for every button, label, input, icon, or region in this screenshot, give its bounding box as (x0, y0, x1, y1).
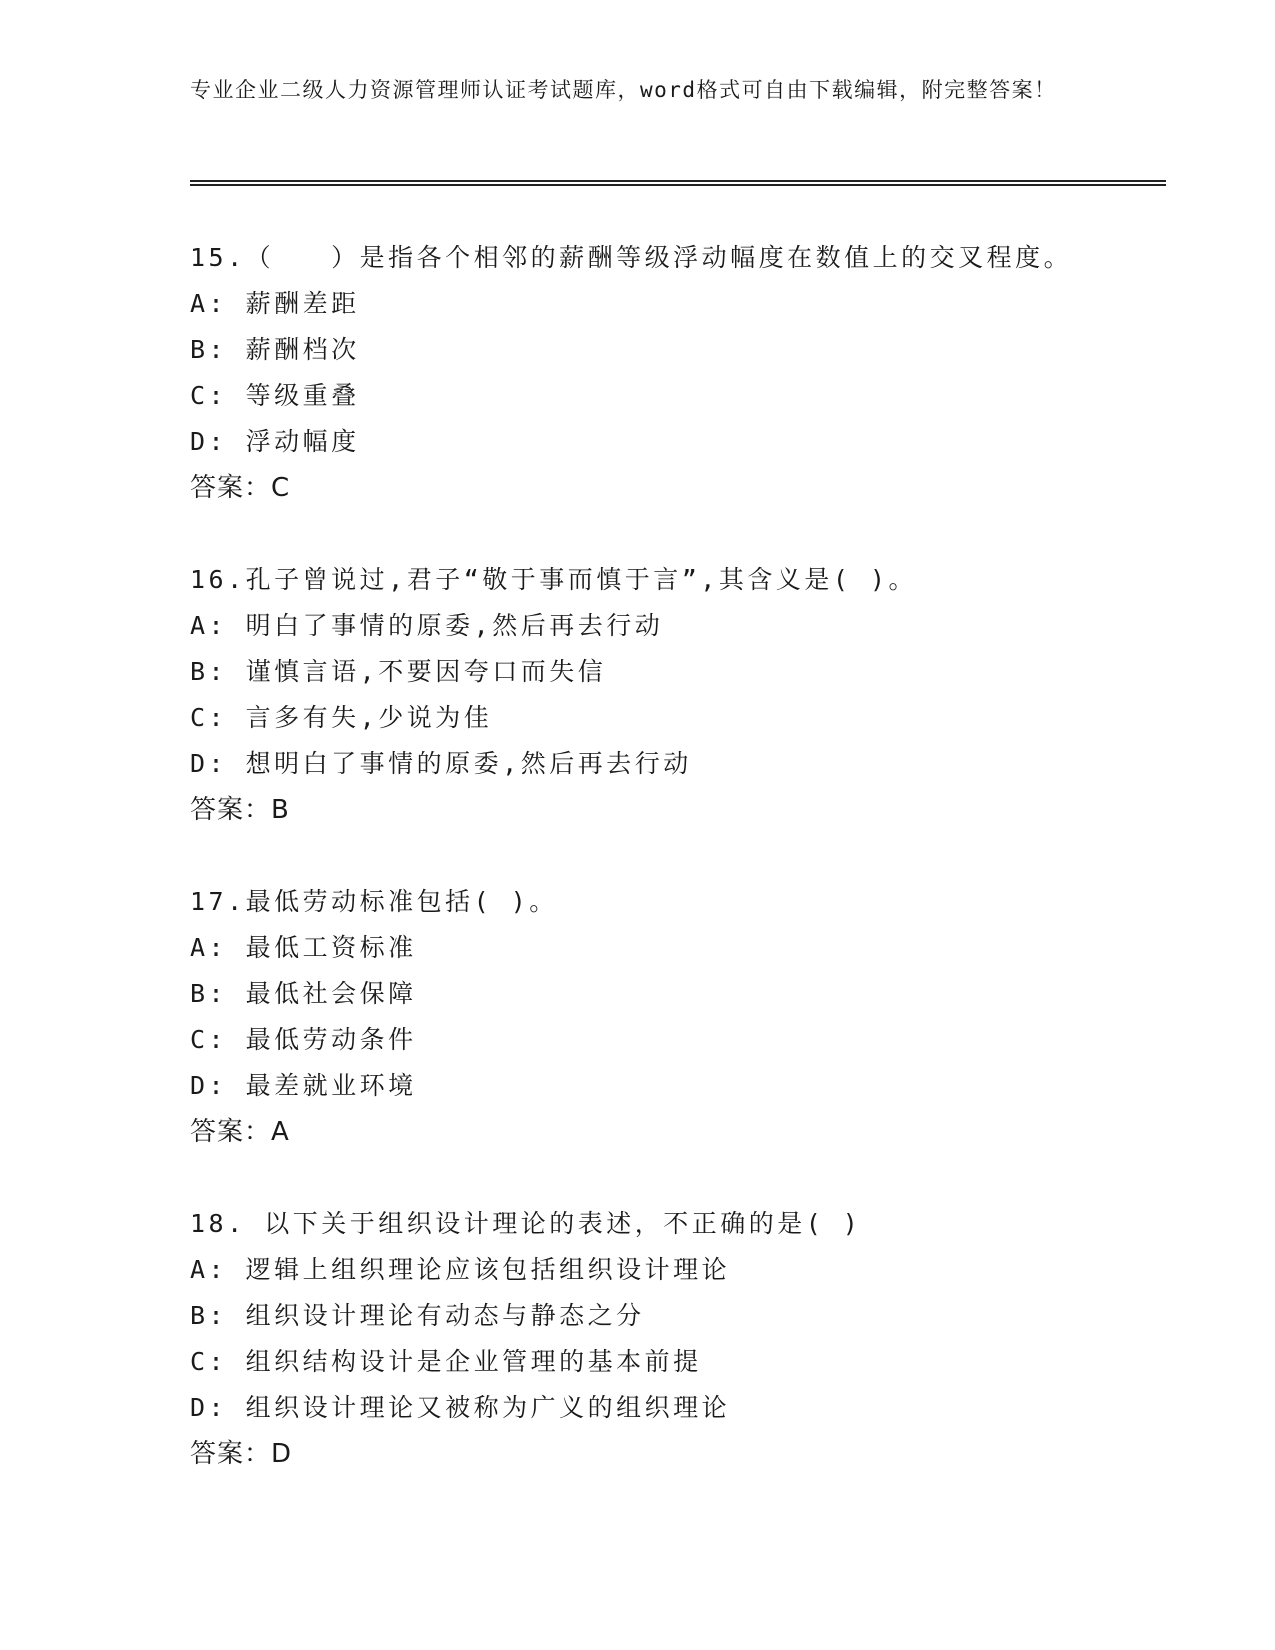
answer-line: 答案：B (190, 795, 290, 825)
question-16 (190, 557, 1170, 833)
answer-line: 答案：D (190, 1439, 293, 1469)
option-a: A: 明白了事情的原委,然后再去行动 (190, 611, 664, 640)
option-c: C: 组织结构设计是企业管理的基本前提 (190, 1347, 702, 1376)
question-stem: 18. 以下关于组织设计理论的表述，不正确的是( ) (190, 1209, 862, 1238)
question-stem: 17.最低劳动标准包括( )。 (190, 887, 558, 916)
option-d: D: 最差就业环境 (190, 1071, 417, 1100)
option-a: A: 最低工资标准 (190, 933, 417, 962)
option-d: D: 想明白了事情的原委,然后再去行动 (190, 749, 692, 778)
question-stem: 16.孔子曾说过,君子“敬于事而慎于言”,其含义是( )。 (190, 565, 918, 594)
header-double-rule (190, 180, 1166, 186)
answer-line: 答案：A (190, 1117, 290, 1147)
question-stem: 15.（ ）是指各个相邻的薪酬等级浮动幅度在数值上的交叉程度。 (190, 243, 1073, 272)
option-a: A: 薪酬差距 (190, 289, 360, 318)
option-d: D: 组织设计理论又被称为广义的组织理论 (190, 1393, 731, 1422)
option-b: B: 谨慎言语,不要因夸口而失信 (190, 657, 607, 686)
option-b: B: 组织设计理论有动态与静态之分 (190, 1301, 645, 1330)
option-b: B: 薪酬档次 (190, 335, 360, 364)
document-header: 专业企业二级人力资源管理师认证考试题库，word格式可自由下载编辑，附完整答案！ (190, 78, 1057, 102)
option-c: C: 等级重叠 (190, 381, 360, 410)
option-b: B: 最低社会保障 (190, 979, 417, 1008)
question-17 (190, 879, 1170, 1155)
option-d: D: 浮动幅度 (190, 427, 360, 456)
answer-line: 答案：C (190, 473, 291, 503)
option-a: A: 逻辑上组织理论应该包括组织设计理论 (190, 1255, 731, 1284)
option-c: C: 最低劳动条件 (190, 1025, 417, 1054)
question-18 (190, 1201, 1170, 1477)
option-c: C: 言多有失,少说为佳 (190, 703, 493, 732)
question-15 (190, 235, 1170, 511)
